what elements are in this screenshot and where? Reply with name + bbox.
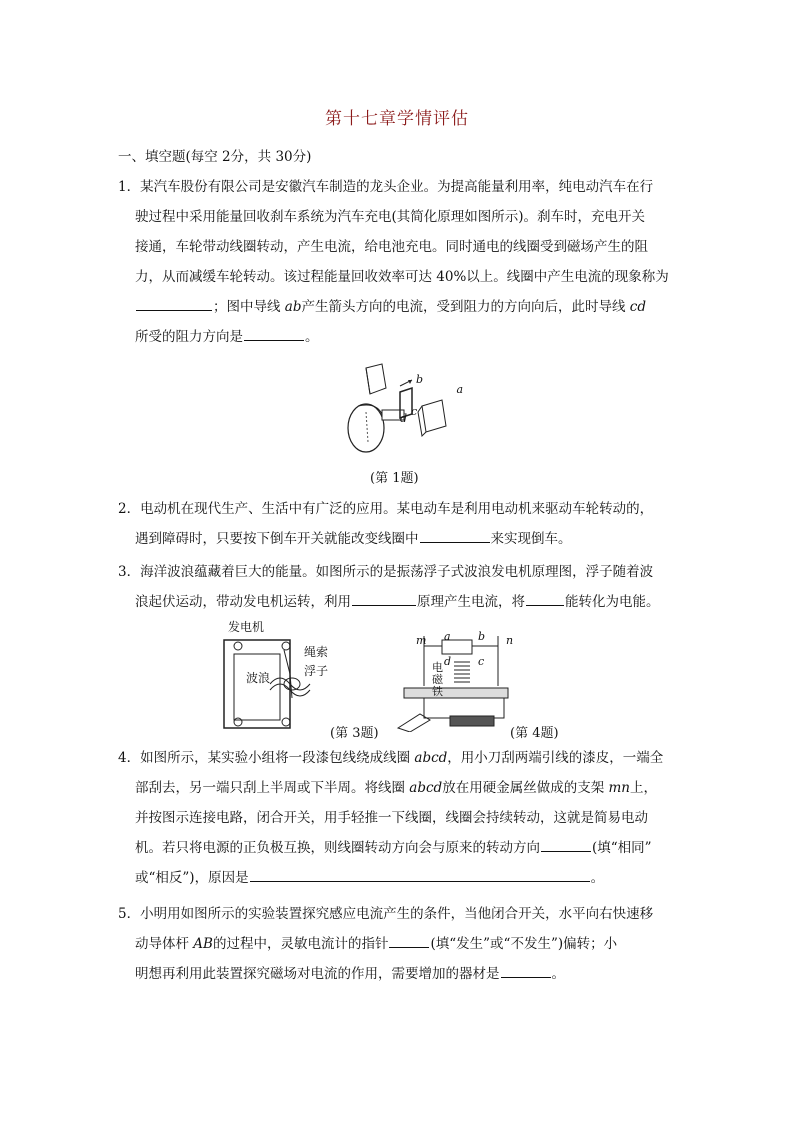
q3-line-2 [118, 587, 678, 617]
fig3-label-generator: 发电机 [228, 620, 265, 634]
answer-blank[interactable] [250, 867, 590, 882]
q3-line-1: 3．海洋波浪蕴藏着巨大的能量。如图所示的是振荡浮子式波浪发电机原理图，浮子随着波 [118, 564, 654, 580]
fig1-label-d: d [400, 412, 408, 425]
q1-text: 产生箭头方向的电流，受到阻力的方向向后，此时导线 [301, 299, 630, 315]
fig4-label-b: b [478, 630, 486, 643]
q2-text: 遇到障碍时，只要按下倒车开关就能改变线圈中 [135, 531, 419, 547]
q2-line-1: 2．电动机在现代生产、生活中有广泛的应用。某电动车是利用电动机来驱动车轮转动的， [118, 501, 654, 517]
fig4-label-c: c [478, 655, 485, 668]
q1-line-4: 力，从而减缓车轮转动。该过程能量回收效率可达 40%以上。线圈中产生电流的现象称为 [135, 269, 669, 285]
fig4-label-electromagnet-3: 铁 [432, 685, 443, 698]
q1-var-ab: ab [284, 299, 302, 315]
question-5 [118, 899, 678, 989]
answer-blank[interactable] [526, 591, 564, 606]
q4-line-5 [118, 863, 678, 893]
answer-blank[interactable] [244, 326, 304, 341]
fig4-label-m: m [416, 634, 427, 647]
q1-text: 。 [305, 329, 319, 345]
q4-var-mn: mn [608, 780, 630, 796]
q4-text: 部刮去，另一端只刮上半周或下半周。将线圈 [135, 780, 410, 796]
q5-text: 的过程中，灵敏电流计的指针 [212, 936, 389, 952]
answer-blank[interactable] [389, 933, 429, 948]
q5-line-3 [118, 959, 678, 989]
q4-text: (填“相同” [592, 840, 652, 856]
section-heading: 一、填空题(每空 2分，共 30分) [118, 149, 312, 165]
answer-blank[interactable] [352, 591, 416, 606]
figure-4-caption: (第 4题) [510, 726, 559, 741]
fig4-label-electromagnet-2: 磁 [432, 673, 443, 686]
fig1-label-b: b [416, 373, 424, 386]
q4-line-2 [118, 773, 678, 803]
page-title: 第十七章学情评估 [325, 109, 469, 129]
q5-text: 明想再利用此装置探究磁场对电流的作用，需要增加的器材是 [135, 966, 500, 982]
fig3-label-float: 浮子 [304, 664, 329, 678]
answer-blank[interactable] [136, 296, 212, 311]
q2-text: 来实现倒车。 [490, 531, 572, 547]
fig4-label-n: n [506, 634, 514, 647]
answer-blank[interactable] [501, 963, 551, 978]
figure-1-caption: (第 1题) [370, 471, 419, 486]
q5-text: 动导体杆 [135, 936, 194, 952]
figure-3-caption: (第 3题) [330, 726, 379, 741]
question-1 [118, 172, 678, 352]
question-2 [118, 494, 678, 554]
q5-line-1: 5．小明用如图所示的实验装置探究感应电流产生的条件，当他闭合开关，水平向右快速移 [118, 906, 654, 922]
q4-text: 4．如图所示，某实验小组将一段漆包线绕成线圈 [118, 750, 415, 766]
fig4-label-electromagnet-1: 电 [432, 661, 443, 674]
q4-line-1 [118, 743, 678, 773]
fig4-label-d: d [444, 655, 452, 668]
q4-text: ，用小刀刮两端引线的漆皮，一端全 [447, 750, 664, 766]
q4-text: 上， [630, 780, 657, 796]
fig3-label-rope: 绳索 [304, 645, 329, 659]
q1-line-5 [118, 292, 678, 322]
q4-text: 。 [590, 870, 605, 886]
q1-text: 所受的阻力方向是 [135, 329, 243, 345]
question-3 [118, 557, 678, 617]
q1-line-3: 接通，车轮带动线圈转动，产生电流，给电池充电。同时通电的线圈受到磁场产生的阻 [135, 239, 648, 255]
fig3-label-wave: 波浪 [246, 671, 271, 685]
q3-text: 能转化为电能。 [565, 594, 660, 610]
fig1-label-c: c [411, 405, 418, 418]
q2-line-2 [118, 524, 678, 554]
q1-line-2: 驶过程中采用能量回收刹车系统为汽车充电(其简化原理如图所示)。刹车时，充电开关 [135, 209, 646, 225]
fig1-label-a: a [456, 383, 464, 396]
q1-line-6 [118, 322, 678, 352]
q5-text: 。 [551, 966, 565, 982]
answer-blank[interactable] [420, 528, 490, 543]
q4-text: 机。若只将电源的正负极互换，则线圈转动方向会与原来的转动方向 [135, 840, 540, 856]
q1-var-cd: cd [629, 299, 646, 315]
q5-var-ab: AB [193, 936, 213, 952]
q4-var-abcd: abcd [414, 750, 448, 766]
q4-var-abcd: abcd [409, 780, 443, 796]
q4-line-4 [118, 833, 678, 863]
q3-text: 原理产生电流，将 [417, 594, 525, 610]
q5-text: (填“发生”或“不发生”)偏转；小 [430, 936, 618, 952]
figure-4-diagram [394, 632, 514, 732]
q3-text: 浪起伏运动，带动发电机运转，利用 [135, 594, 351, 610]
fig4-label-a: a [444, 630, 451, 643]
q4-text: 放在用硬金属丝做成的支架 [442, 780, 609, 796]
q1-text: ；图中导线 [213, 299, 285, 315]
q5-line-2 [118, 929, 678, 959]
q4-text: 或“相反”)，原因是 [135, 870, 249, 886]
figure-1-diagram [338, 362, 458, 458]
q1-line-1: 1．某汽车股份有限公司是安徽汽车制造的龙头企业。为提高能量利用率，纯电动汽车在行 [118, 179, 654, 195]
q4-line-3: 并按图示连接电路，闭合开关，用手轻推一下线圈，线圈会持续转动，这就是简易电动 [135, 810, 648, 826]
question-4 [118, 743, 678, 893]
answer-blank[interactable] [541, 837, 591, 852]
